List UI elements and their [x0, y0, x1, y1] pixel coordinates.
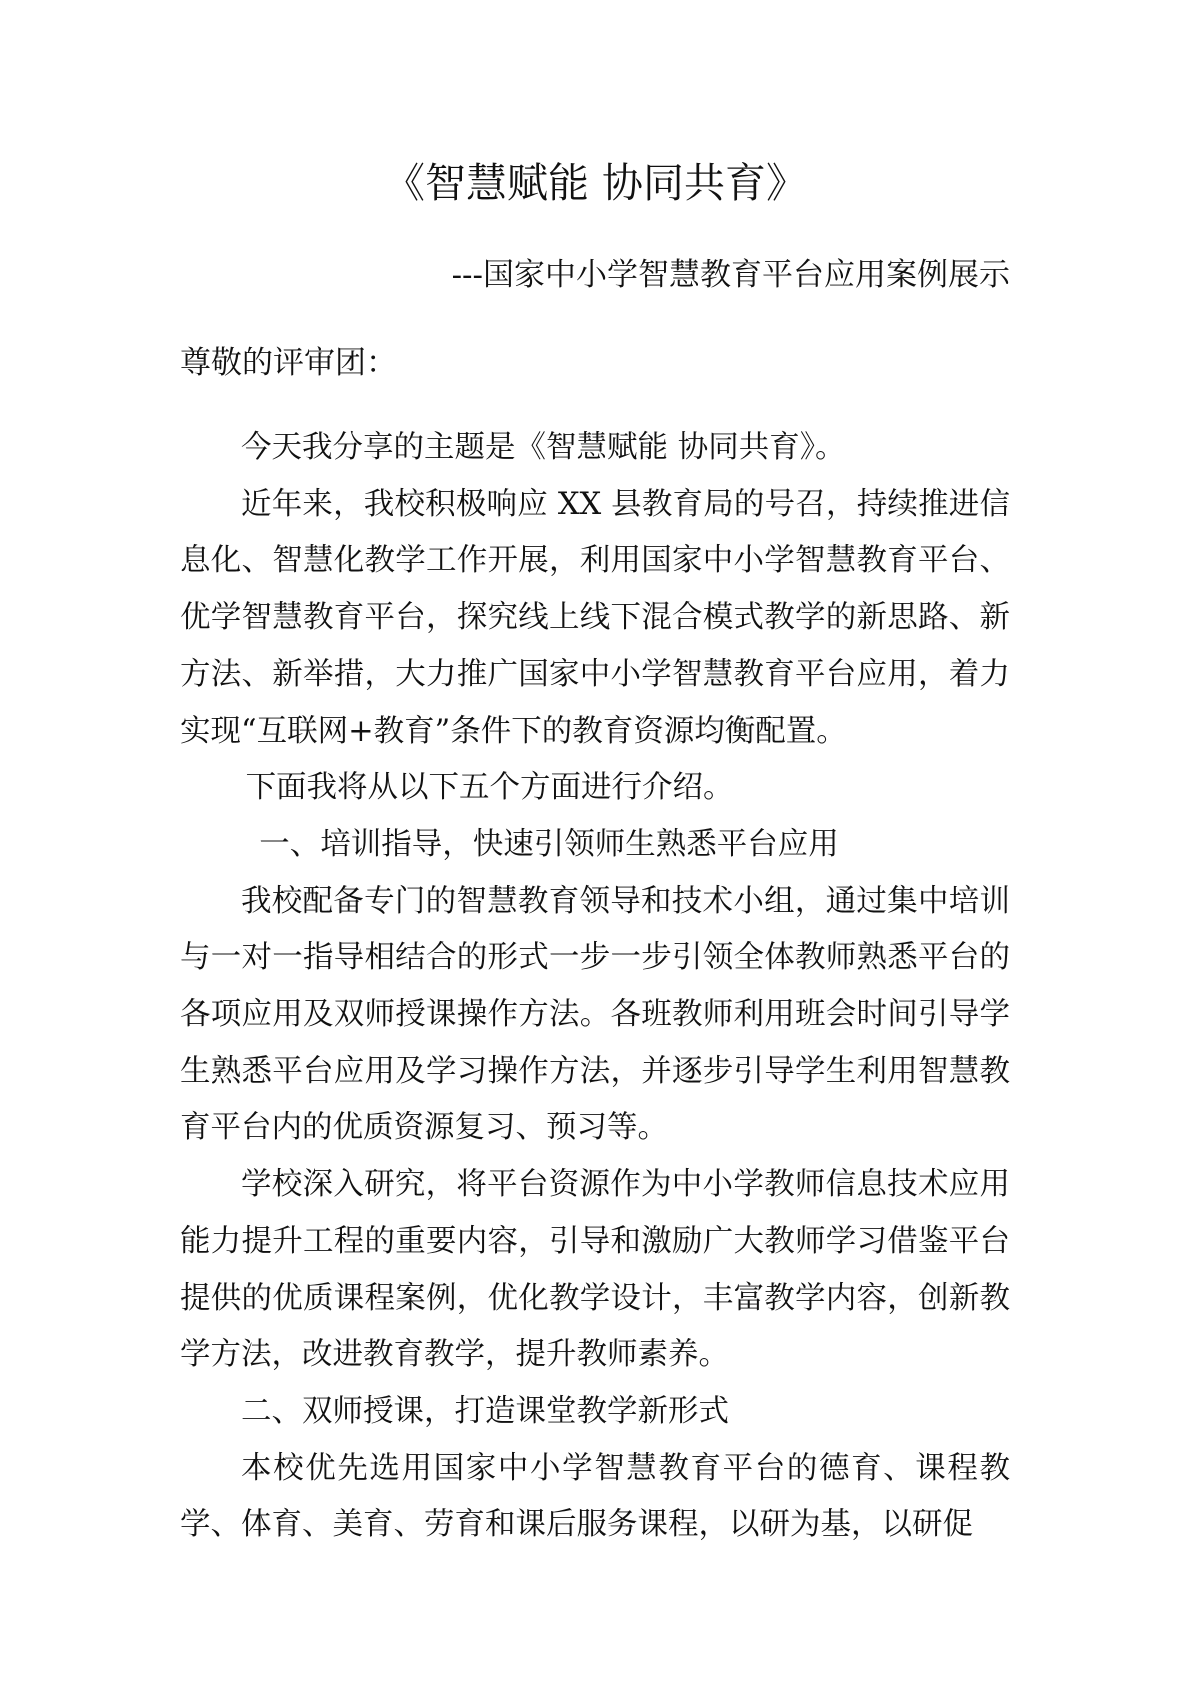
paragraph-intro: 今天我分享的主题是《智慧赋能 协同共育》。 — [241, 430, 846, 465]
paragraph-training: 我校配备专门的智慧教育领导和技术小组，通过集中培训与一对一指导相结合的形式一步一步引领全体教师熟悉平台的各项应用及双师授课操作方法。各班教师利用班会时间引导学生熟悉平台应用及学习操作方法，并逐步引导学生利用智慧教育平台内的优质资源复习、预习等。 — [180, 883, 1010, 1146]
document-subtitle: ---国家中小学智慧教育平台应用案例展示 — [451, 257, 1010, 293]
paragraph-overview: 下面我将从以下五个方面进行介绍。 — [245, 770, 734, 806]
salutation: 尊敬的评审团： — [180, 345, 397, 381]
paragraph-research: 学校深入研究，将平台资源作为中小学教师信息技术应用能力提升工程的重要内容，引导和激励广大教师学习借鉴平台提供的优质课程案例，优化教学设计，丰富教学内容，创新教学方法，改进教育教学，提升教师素养。 — [180, 1167, 1010, 1373]
paragraph-dual-teacher: 本校优先选用国家中小学智慧教育平台的德育、课程教学、体育、美育、劳育和课后服务课程，以研为基，以研促 — [180, 1450, 1010, 1543]
paragraph-background: 近年来，我校积极响应 XX 县教育局的号召，持续推进信息化、智慧化教学工作开展，利用国家中小学智慧教育平台、优学智慧教育平台，探究线上线下混合模式教学的新思路、新方法、新举措，大力推广国家中小学智慧教育平台应用，着力实现“互联网+教育”条件下的教育资源均衡配置。 — [180, 486, 1010, 749]
document-body — [180, 420, 1010, 1554]
section-heading-1: 一、培训指导，快速引领师生熟悉平台应用 — [259, 826, 839, 862]
section-heading-2: 二、双师授课，打造课堂教学新形式 — [241, 1393, 729, 1429]
document-title: 《智慧赋能 协同共育》 — [383, 159, 808, 207]
